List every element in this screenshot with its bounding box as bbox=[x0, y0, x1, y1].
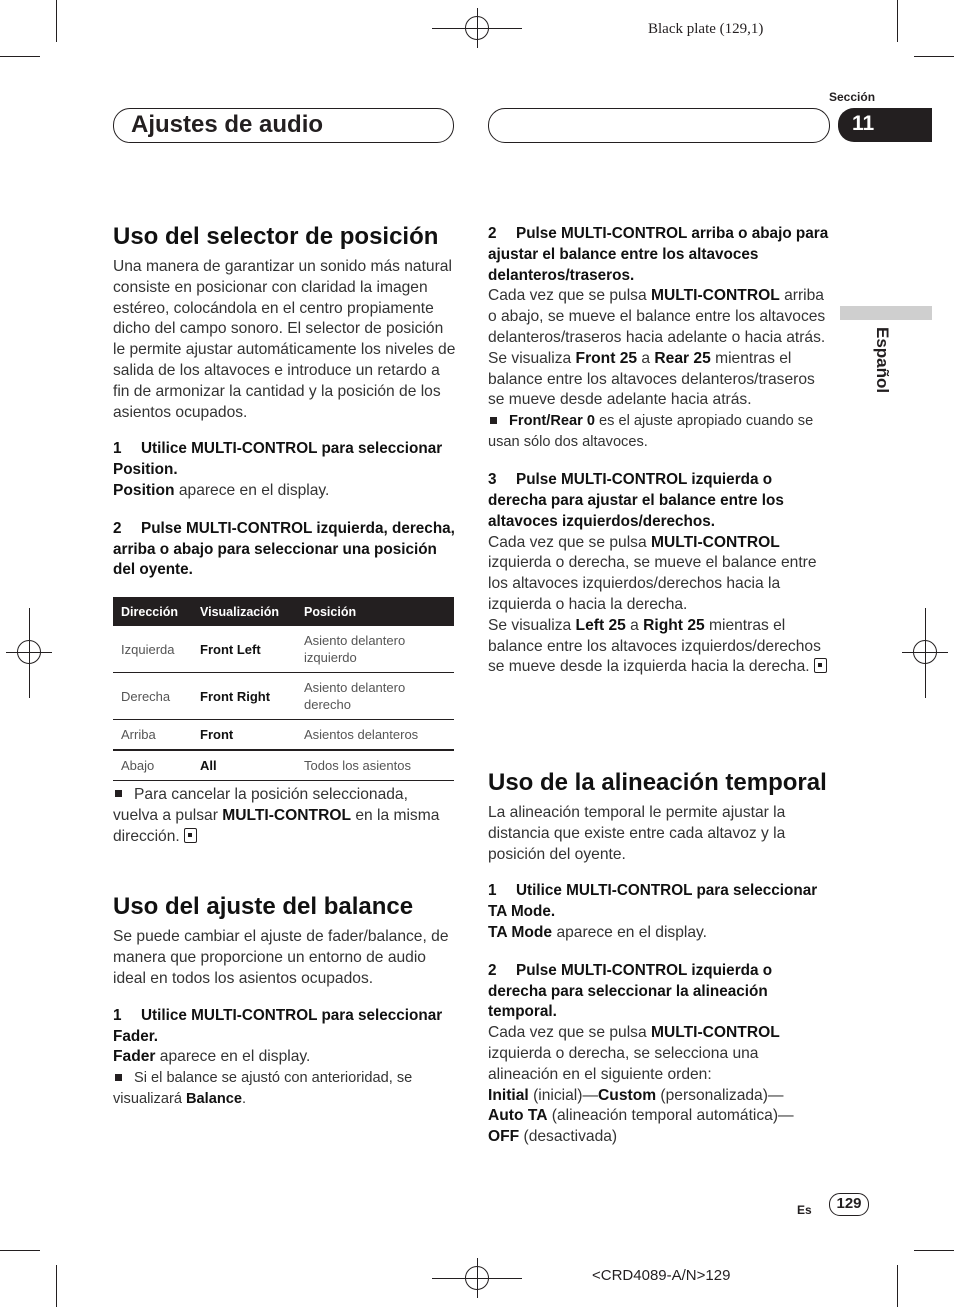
section-number-badge bbox=[838, 108, 932, 142]
section-number: 11 bbox=[852, 112, 875, 135]
table-header: Posición bbox=[296, 597, 454, 626]
table-row: Izquierda Front Left Asiento delantero izquierdo bbox=[113, 626, 454, 673]
step-number: 3 bbox=[488, 471, 497, 489]
heading-position-selector: Uso del selector de posición bbox=[113, 223, 439, 250]
table-header: Visualización bbox=[192, 597, 296, 626]
language-tab-label: Español bbox=[873, 327, 892, 394]
heading-time-alignment: Uso de la alineación temporal bbox=[488, 769, 827, 796]
crop-mark bbox=[0, 56, 40, 57]
paragraph: La alineación temporal le permite ajustar la distancia que existe entre cada altavoz y la posición del oyente. bbox=[488, 804, 786, 863]
section-label: Sección bbox=[829, 90, 876, 104]
left-column-lower bbox=[113, 785, 456, 1110]
table-row: Abajo All Todos los asientos bbox=[113, 750, 454, 781]
crop-mark bbox=[56, 1265, 57, 1307]
paragraph: Cada vez que se pulsa MULTI-CONTROL izquierda o derecha, se selecciona una alineación en el siguiente orden: bbox=[488, 1024, 780, 1083]
bullet-square-icon bbox=[490, 417, 497, 424]
step bbox=[113, 519, 456, 581]
note: Si el balance se ajustó con anterioridad, se visualizará Balance. bbox=[113, 1070, 413, 1108]
step-result: Fader aparece en el display. bbox=[113, 1048, 311, 1066]
position-table bbox=[113, 597, 454, 781]
crop-mark bbox=[0, 1250, 40, 1251]
paragraph: Cada vez que se pulsa MULTI-CONTROL arriba o abajo, se mueve el balance entre los altavoces delanteros/traseros hacia adelante o hacia atrás. bbox=[488, 287, 826, 346]
footer-lang-code: Es bbox=[797, 1203, 812, 1217]
crop-mark bbox=[56, 0, 57, 42]
step-text: Pulse MULTI-CONTROL arriba o abajo para ajustar el balance entre los altavoces delanteros/traseros. bbox=[488, 225, 829, 284]
note: Front/Rear 0 es el ajuste apropiado cuando se usan sólo dos altavoces. bbox=[488, 413, 814, 451]
step-text: Utilice MULTI-CONTROL para seleccionar Fader. bbox=[113, 1006, 443, 1045]
heading-balance: Uso del ajuste del balance bbox=[113, 893, 414, 921]
table-row: Derecha Front Right Asiento delantero derecho bbox=[113, 673, 454, 720]
crop-mark bbox=[914, 56, 954, 57]
page-number: 129 bbox=[836, 1195, 862, 1212]
table-row: Arriba Front Asientos delanteros bbox=[113, 720, 454, 751]
step-result: Position aparece en el display. bbox=[113, 481, 330, 499]
alignment-order: Initial (inicial)—Custom (personalizada)— Auto TA (alineación temporal automática)— OFF (desactivada) bbox=[488, 1086, 794, 1146]
crop-mark bbox=[897, 0, 898, 42]
step-result: TA Mode aparece en el display. bbox=[488, 923, 707, 941]
note: Para cancelar la posición seleccionada, vuelva a pulsar MULTI-CONTROL en la misma dirección. bbox=[113, 786, 440, 845]
step bbox=[488, 224, 830, 286]
step-number: 2 bbox=[488, 225, 497, 242]
step bbox=[113, 439, 456, 481]
left-column bbox=[113, 222, 456, 581]
plate-label: Black plate (129,1) bbox=[648, 21, 764, 37]
bullet-square-icon bbox=[115, 790, 122, 797]
step-number: 1 bbox=[488, 882, 497, 900]
section-title: Ajustes de audio bbox=[131, 111, 324, 138]
right-column bbox=[488, 224, 830, 678]
paragraph: Se puede cambiar el ajuste de fader/balance, de manera que proporcione un entorno de audio ideal en todos los asientos ocupados. bbox=[113, 928, 449, 987]
step bbox=[488, 881, 830, 923]
page-number-badge bbox=[829, 1193, 869, 1216]
step-number: 1 bbox=[113, 440, 122, 458]
crop-mark bbox=[914, 1250, 954, 1251]
footer-code: <CRD4089-A/N>129 bbox=[592, 1267, 731, 1284]
end-mark-icon bbox=[814, 658, 827, 673]
paragraph: Cada vez que se pulsa MULTI-CONTROL izquierda o derecha, se mueve el balance entre los altavoces izquierdos/derechos hacia la izquierda o hacia la derecha. bbox=[488, 533, 817, 613]
step-text: Pulse MULTI-CONTROL izquierda, derecha, arriba o abajo para seleccionar una posición del oyente. bbox=[113, 519, 455, 579]
step bbox=[488, 961, 830, 1023]
paragraph: Se visualiza Left 25 a Right 25 mientras el balance entre los altavoces izquierdos/derechos se mueve desde la izquierda hacia la derecha. bbox=[488, 616, 830, 678]
language-tab-bar bbox=[840, 306, 932, 320]
step bbox=[488, 470, 830, 532]
step-text: Utilice MULTI-CONTROL para seleccionar Position. bbox=[113, 440, 443, 479]
crop-mark bbox=[897, 1265, 898, 1307]
end-mark-icon bbox=[184, 828, 197, 843]
paragraph: Se visualiza Front 25 a Rear 25 mientras el balance entre los altavoces delanteros/traseros se mueve desde adelante hacia atrás. bbox=[488, 349, 815, 409]
step-number: 2 bbox=[113, 519, 122, 537]
blank-pill bbox=[488, 108, 830, 143]
step-number: 1 bbox=[113, 1006, 122, 1024]
step-text: Utilice MULTI-CONTROL para seleccionar TA Mode. bbox=[488, 882, 818, 921]
step-text: Pulse MULTI-CONTROL izquierda o derecha para ajustar el balance entre los altavoces izquierdos/derechos. bbox=[488, 471, 784, 530]
step bbox=[113, 1006, 456, 1048]
right-column-lower bbox=[488, 768, 830, 1148]
step-number: 2 bbox=[488, 961, 497, 979]
table-header: Dirección bbox=[113, 597, 192, 626]
paragraph: Una manera de garantizar un sonido más natural consiste en posicionar con claridad la imagen estéreo, colocándola en el centro propiamente dicho del campo sonoro. El selector de posición le permite ajustar automáticamente los niveles de salida de los altavoces e introduce un retardo a fin de armonizar la cantidad y la posición de los asientos ocupados. bbox=[113, 258, 456, 421]
bullet-square-icon bbox=[115, 1074, 122, 1081]
step-text: Pulse MULTI-CONTROL izquierda o derecha para seleccionar la alineación temporal. bbox=[488, 961, 773, 1021]
